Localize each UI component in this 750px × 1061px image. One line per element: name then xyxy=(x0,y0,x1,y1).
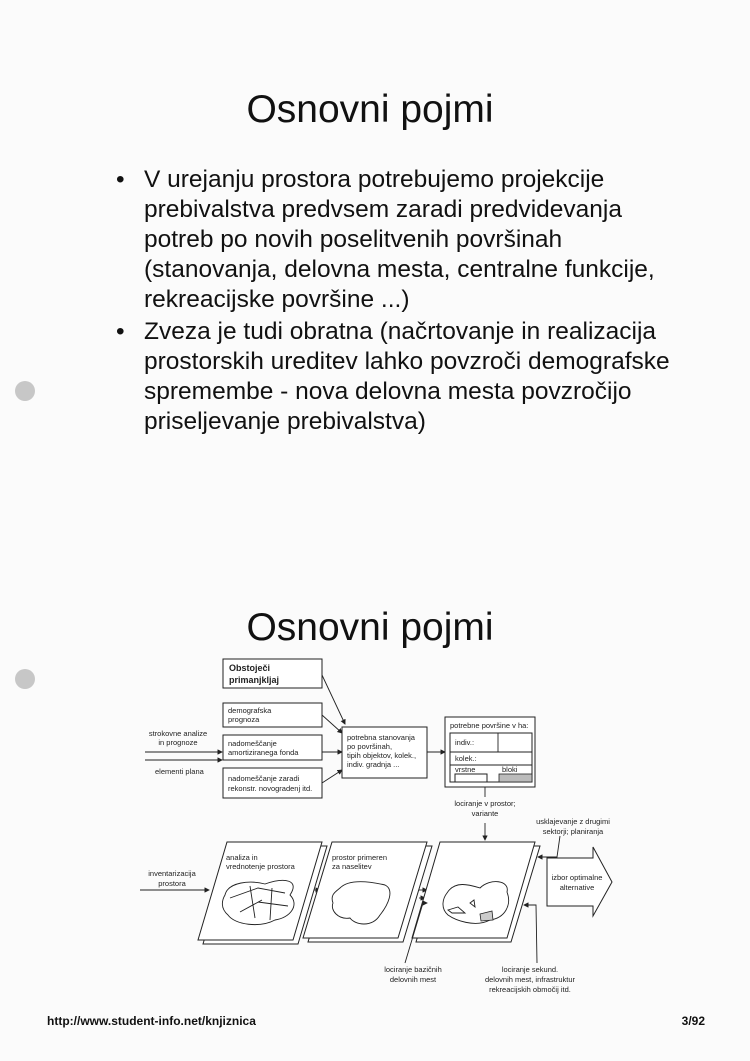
svg-text:rekreacijskih območij itd.: rekreacijskih območij itd. xyxy=(489,985,571,994)
bullet-item: • Zveza je tudi obratna (načrtovanje in realizacija prostorskih ureditev lahko povzroči demografske spremembe - nova delovna mesta povzročijo priseljevanje prebivalstva) xyxy=(116,318,670,435)
slide-1-title: Osnovni pojmi xyxy=(246,88,494,131)
svg-text:amortiziranega fonda: amortiziranega fonda xyxy=(228,748,299,757)
svg-text:alternative: alternative xyxy=(559,883,595,892)
svg-text:sektorji; planiranja: sektorji; planiranja xyxy=(542,827,604,836)
svg-text:izbor optimalne: izbor optimalne xyxy=(551,873,603,882)
svg-text:potrebne površine v ha:: potrebne površine v ha: xyxy=(450,721,529,730)
svg-text:prostor primeren: prostor primeren xyxy=(332,853,388,862)
svg-text:rekonstr. novogradenj itd.: rekonstr. novogradenj itd. xyxy=(228,784,313,793)
basic-jobs-label: lociranje bazičnih xyxy=(384,965,442,974)
housing-box xyxy=(342,727,427,778)
demographic-box xyxy=(223,703,322,727)
svg-text:indiv.:: indiv.: xyxy=(455,738,475,747)
svg-text:bloki: bloki xyxy=(502,765,518,774)
coordination-label: usklajevanje z drugimi xyxy=(536,817,610,826)
svg-text:kolek.:: kolek.: xyxy=(455,754,477,763)
reconstruction-box xyxy=(223,768,322,798)
svg-text:prognoza: prognoza xyxy=(228,715,260,724)
svg-text:primanjkljaj: primanjkljaj xyxy=(229,675,280,685)
svg-text:vrednotenje prostora: vrednotenje prostora xyxy=(226,862,295,871)
footer-url: http://www.student-info.net/knjiznica xyxy=(47,1014,256,1028)
svg-text:indiv. gradnja ...: indiv. gradnja ... xyxy=(347,760,400,769)
replacement-box xyxy=(223,735,322,760)
page-number: 3/92 xyxy=(681,1014,705,1028)
slide-2-title: Osnovni pojmi xyxy=(246,606,494,649)
svg-text:variante: variante xyxy=(471,809,499,818)
svg-text:delovnih mest, infrastruktur: delovnih mest, infrastruktur xyxy=(484,975,576,984)
svg-text:Obstoječi: Obstoječi xyxy=(229,663,271,673)
svg-text:demografska: demografska xyxy=(228,706,272,715)
svg-text:nadomeščanje zaradi: nadomeščanje zaradi xyxy=(228,774,300,783)
areas-box xyxy=(445,717,535,787)
svg-text:analiza in: analiza in xyxy=(226,853,258,862)
bullet-item: • V urejanju prostora potrebujemo projekcije prebivalstva predvsem zaradi predvidevanja potreb po novih poselitvenih površinah (stanovanja, delovna mesta, centralne funkcije, rekreacijske površine ...) xyxy=(116,166,655,313)
svg-text:po površinah,: po površinah, xyxy=(347,742,393,751)
input-analyses: strokovne analize xyxy=(148,729,208,738)
svg-text:delovnih mest: delovnih mest xyxy=(389,975,437,984)
svg-text:nadomeščanje: nadomeščanje xyxy=(228,739,277,748)
svg-text:za naselitev: za naselitev xyxy=(332,862,372,871)
panel-variants xyxy=(412,842,540,942)
svg-text:prostora: prostora xyxy=(158,879,186,888)
svg-text:potrebna stanovanja: potrebna stanovanja xyxy=(347,733,415,742)
svg-text:tipih objektov, kolek.,: tipih objektov, kolek., xyxy=(347,751,417,760)
secondary-label: lociranje sekund. xyxy=(501,965,559,974)
deficit-box xyxy=(223,659,322,688)
svg-text:in prognoze: in prognoze xyxy=(158,738,198,747)
locating-label: lociranje v prostor; xyxy=(454,799,516,808)
inventory-label: inventarizacija xyxy=(148,869,196,878)
svg-text:vrstne: vrstne xyxy=(455,765,476,774)
input-plan: elementi plana xyxy=(155,767,204,776)
